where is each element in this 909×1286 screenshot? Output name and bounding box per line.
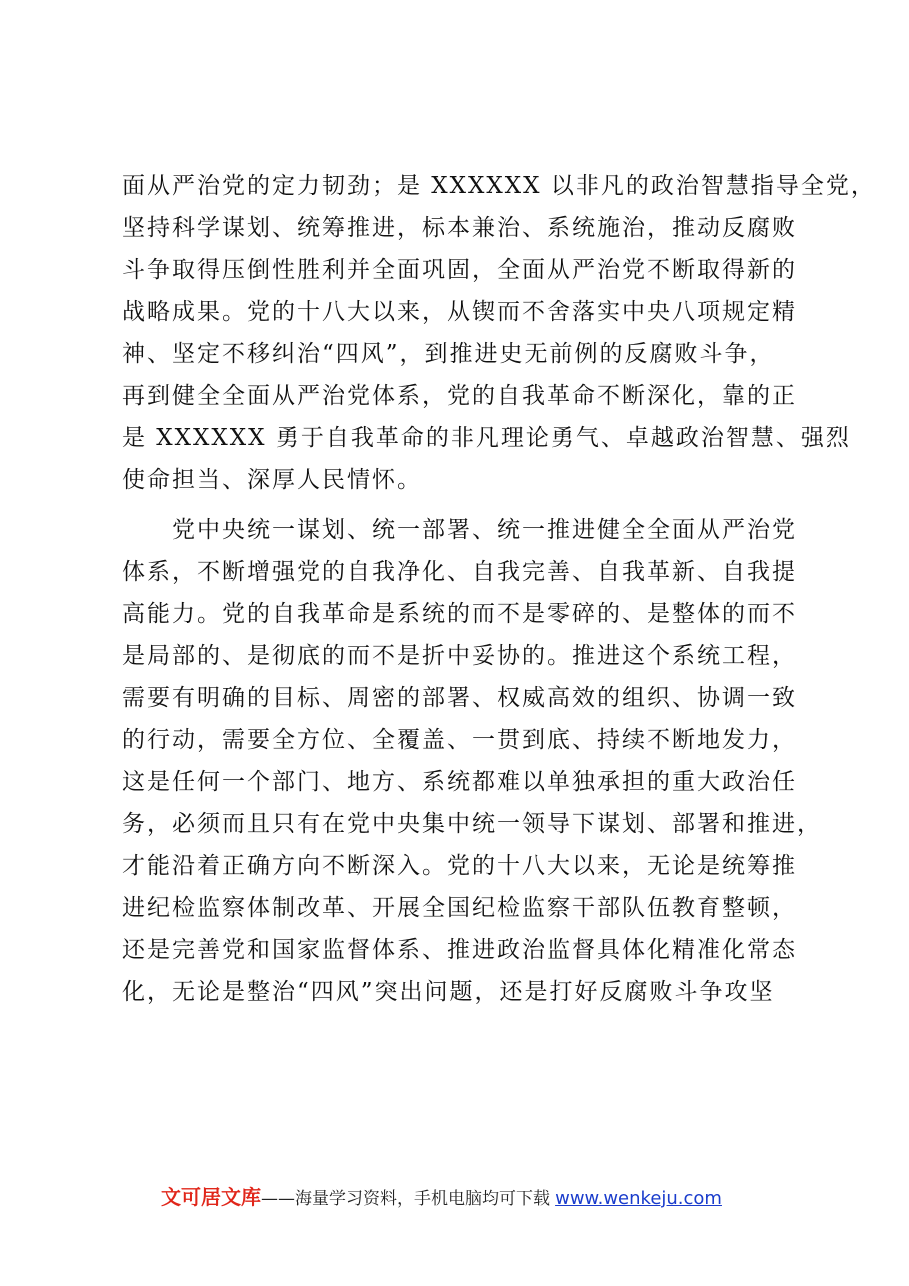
footer-brand: 文可居文库 xyxy=(161,1185,261,1209)
text-line: 才能沿着正确方向不断深入。党的十八大以来，无论是统筹推 xyxy=(122,853,797,879)
paragraph-2 xyxy=(122,509,822,1013)
text-line: 务，必须而且只有在党中央集中统一领导下谋划、部署和推进， xyxy=(122,811,822,837)
text-line: 面从严治党的定力韧劲；是 XXXXXX 以非凡的政治智慧指导全党， xyxy=(122,173,876,199)
text-line: 战略成果。党的十八大以来，从锲而不舍落实中央八项规定精 xyxy=(122,299,797,325)
footer-link[interactable]: www.wenkeju.com xyxy=(555,1188,722,1209)
footer-banner xyxy=(161,1183,781,1211)
text-line: 的行动，需要全方位、全覆盖、一贯到底、持续不断地发力， xyxy=(122,727,797,753)
text-line: 坚持科学谋划、统筹推进，标本兼治、系统施治，推动反腐败 xyxy=(122,215,797,241)
text-line: 是 XXXXXX 勇于自我革命的非凡理论勇气、卓越政治智慧、强烈 xyxy=(122,425,851,451)
text-line: 神、坚定不移纠治“四风”，到推进史无前例的反腐败斗争， xyxy=(122,341,775,367)
text-line: 体系，不断增强党的自我净化、自我完善、自我革新、自我提 xyxy=(122,559,797,585)
text-line: 这是任何一个部门、地方、系统都难以单独承担的重大政治任 xyxy=(122,769,797,795)
text-line: 化，无论是整治“四风”突出问题，还是打好反腐败斗争攻坚 xyxy=(122,979,775,1005)
footer-tagline: 海量学习资料，手机电脑均可下载 xyxy=(295,1189,550,1209)
text-line: 进纪检监察体制改革、开展全国纪检监察干部队伍教育整顿， xyxy=(122,895,797,921)
text-line: 还是完善党和国家监督体系、推进政治监督具体化精准化常态 xyxy=(122,937,797,963)
text-line: 使命担当、深厚人民情怀。 xyxy=(122,467,422,493)
text-line: 需要有明确的目标、周密的部署、权威高效的组织、协调一致 xyxy=(122,685,797,711)
text-line: 斗争取得压倒性胜利并全面巩固，全面从严治党不断取得新的 xyxy=(122,257,797,283)
document-body xyxy=(122,165,876,1013)
text-line: 党中央统一谋划、统一部署、统一推进健全全面从严治党 xyxy=(122,517,797,543)
text-line: 再到健全全面从严治党体系，党的自我革命不断深化，靠的正 xyxy=(122,383,797,409)
text-line: 高能力。党的自我革命是系统的而不是零碎的、是整体的而不 xyxy=(122,601,797,627)
paragraph-spacer xyxy=(122,501,812,509)
text-line: 是局部的、是彻底的而不是折中妥协的。推进这个系统工程， xyxy=(122,643,797,669)
paragraph-1 xyxy=(122,165,876,501)
footer-dash: —— xyxy=(261,1189,295,1209)
